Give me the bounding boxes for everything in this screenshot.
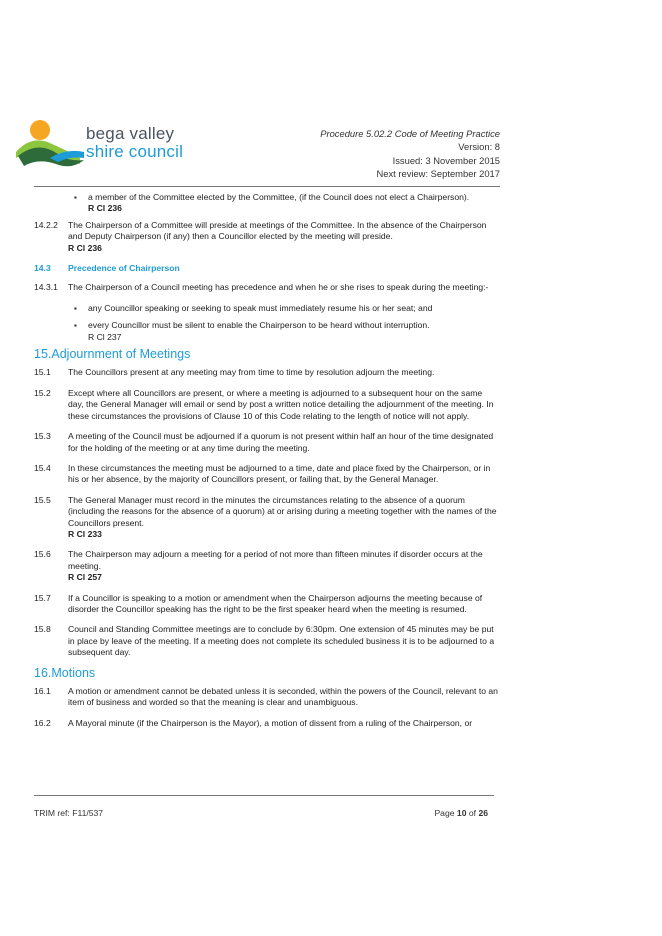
- clause-text: A Mayoral minute (if the Chairperson is the Mayor), a motion of dissent from a ruling of the Chairperson, or: [68, 717, 473, 728]
- clause-number: 15.5: [34, 494, 51, 505]
- list-item: [34, 192, 500, 215]
- clause-text: A meeting of the Council must be adjourned if a quorum is not present within half an hour of the time designated for the holding of the meeting or at any time during the meeting.: [68, 431, 494, 453]
- clause-15-2: [34, 388, 500, 422]
- section-heading-16: 16.Motions: [34, 665, 96, 680]
- clause-text: The General Manager must record in the minutes the circumstances relating to the absence of a quorum (including the reasons for the absence of a quorum) at or arising during a meeting together with the names of the Councillors present.: [68, 494, 497, 528]
- clause-text: The Chairperson of a Council meeting has precedence and when he or she rises to speak during the meeting:-: [68, 282, 489, 293]
- clause-number: 15.2: [34, 387, 51, 398]
- clause-text: In these circumstances the meeting must be adjourned to a time, date and place fixed by the Chairperson, or in his or her absence, by the majority of Councillors present, or failing that, by the General Manager.: [68, 462, 491, 485]
- clause-number: 16.2: [34, 717, 51, 728]
- clause-text: The Councillors present at any meeting may from time to time by resolution adjourn the meeting.: [68, 367, 435, 378]
- next-review: Next review: September 2017: [376, 168, 500, 180]
- regulation-ref: R Cl 237: [88, 331, 122, 342]
- clause-15-7: [34, 593, 500, 616]
- clause-16-2: [34, 718, 500, 729]
- clause-14-3-1: [34, 282, 500, 293]
- clause-number: 15.7: [34, 592, 51, 603]
- regulation-ref: R Cl 257: [68, 572, 102, 583]
- section-title: Precedence of Chairperson: [68, 263, 180, 274]
- regulation-ref: R Cl 236: [88, 203, 122, 214]
- page-prefix: Page: [434, 808, 457, 818]
- clause-15-3: [34, 431, 500, 454]
- clause-text: Council and Standing Committee meetings are to conclude by 6:30pm. One extension of 45 minutes may be put in place by leave of the meeting. If a meeting does not complete its scheduled business it is to be adjourned to a subsequent day.: [68, 624, 495, 658]
- trim-reference: TRIM ref: F11/537: [34, 808, 104, 818]
- total-pages: 26: [478, 808, 488, 818]
- clause-15-4: [34, 463, 500, 486]
- clause-number: 15.4: [34, 462, 51, 473]
- version: Version: 8: [458, 141, 500, 153]
- issued-date: Issued: 3 November 2015: [392, 154, 500, 166]
- clause-text: Except where all Councillors are present, or where a meeting is adjourned to a subsequent hour on the same day, the General Manager will email or send by post a written notice detailing the adjournment of the meeting. In these circumstances the provisions of Clause 10 of this Code relating to the length of notice will not apply.: [68, 387, 494, 421]
- list-item-text: every Councillor must be silent to enable the Chairperson to be heard without interruption.: [88, 320, 430, 331]
- current-page: 10: [456, 808, 467, 818]
- footer-rule: [34, 795, 494, 796]
- clause-15-5: [34, 495, 500, 541]
- clause-14-3-1-list: [34, 303, 500, 343]
- clause-number: 15.6: [34, 549, 51, 560]
- page-of: of: [466, 808, 479, 818]
- list-item-text: any Councillor speaking or seeking to speak must immediately resume his or her seat; and: [88, 302, 433, 313]
- clause-15-6: [34, 549, 500, 583]
- clause-number: 14.3.1: [34, 282, 58, 293]
- document-body: [34, 192, 500, 738]
- procedure-title: Procedure 5.02.2 Code of Meeting Practice: [320, 128, 500, 139]
- clause-number: 15.1: [34, 367, 51, 378]
- header-rule: [34, 186, 500, 187]
- clause-15-1: [34, 367, 500, 378]
- list-item: [34, 320, 500, 343]
- subsection-heading-14-3: [34, 263, 500, 274]
- clause-text: The Chairperson of a Committee will preside at meetings of the Committee. In the absence of the Chairperson and Deputy Chairperson (if any) then a Councillor elected by the meeting will preside.: [68, 219, 487, 242]
- clause-text: A motion or amendment cannot be debated unless it is seconded, within the powers of the Council, relevant to an item of business and worded so that the meaning is clear and unambiguous.: [68, 686, 498, 708]
- clause-number: 16.1: [34, 686, 51, 696]
- clause-14-2-2: [34, 220, 500, 254]
- section-number: 14.3: [34, 263, 51, 274]
- logo-text-line1: bega valley: [86, 124, 175, 143]
- regulation-ref: R Cl 236: [68, 242, 102, 253]
- logo-text-line2: shire council: [86, 142, 184, 161]
- clause-number: 14.2.2: [34, 219, 58, 230]
- list-item-text: a member of the Committee elected by the Committee, (if the Council does not elect a Chairperson).: [88, 192, 470, 202]
- document-meta: [320, 127, 500, 181]
- regulation-ref: R Cl 233: [68, 528, 102, 539]
- section-heading-15: 15.Adjournment of Meetings: [34, 347, 191, 362]
- clause-text: If a Councillor is speaking to a motion or amendment when the Chairperson adjourns the meeting because of disorder the Councillor speaking has the right to be the first speaker heard when the meeting is resumed.: [68, 592, 483, 614]
- list-item: [34, 303, 500, 314]
- clause-number: 15.8: [34, 624, 51, 635]
- page-number: [434, 808, 488, 818]
- clause-15-8: [34, 624, 500, 658]
- clause-text: The Chairperson may adjourn a meeting for a period of not more than fifteen minutes if disorder occurs at the meeting.: [68, 549, 483, 571]
- clause-number: 15.3: [34, 431, 51, 442]
- clause-16-1: [34, 686, 500, 709]
